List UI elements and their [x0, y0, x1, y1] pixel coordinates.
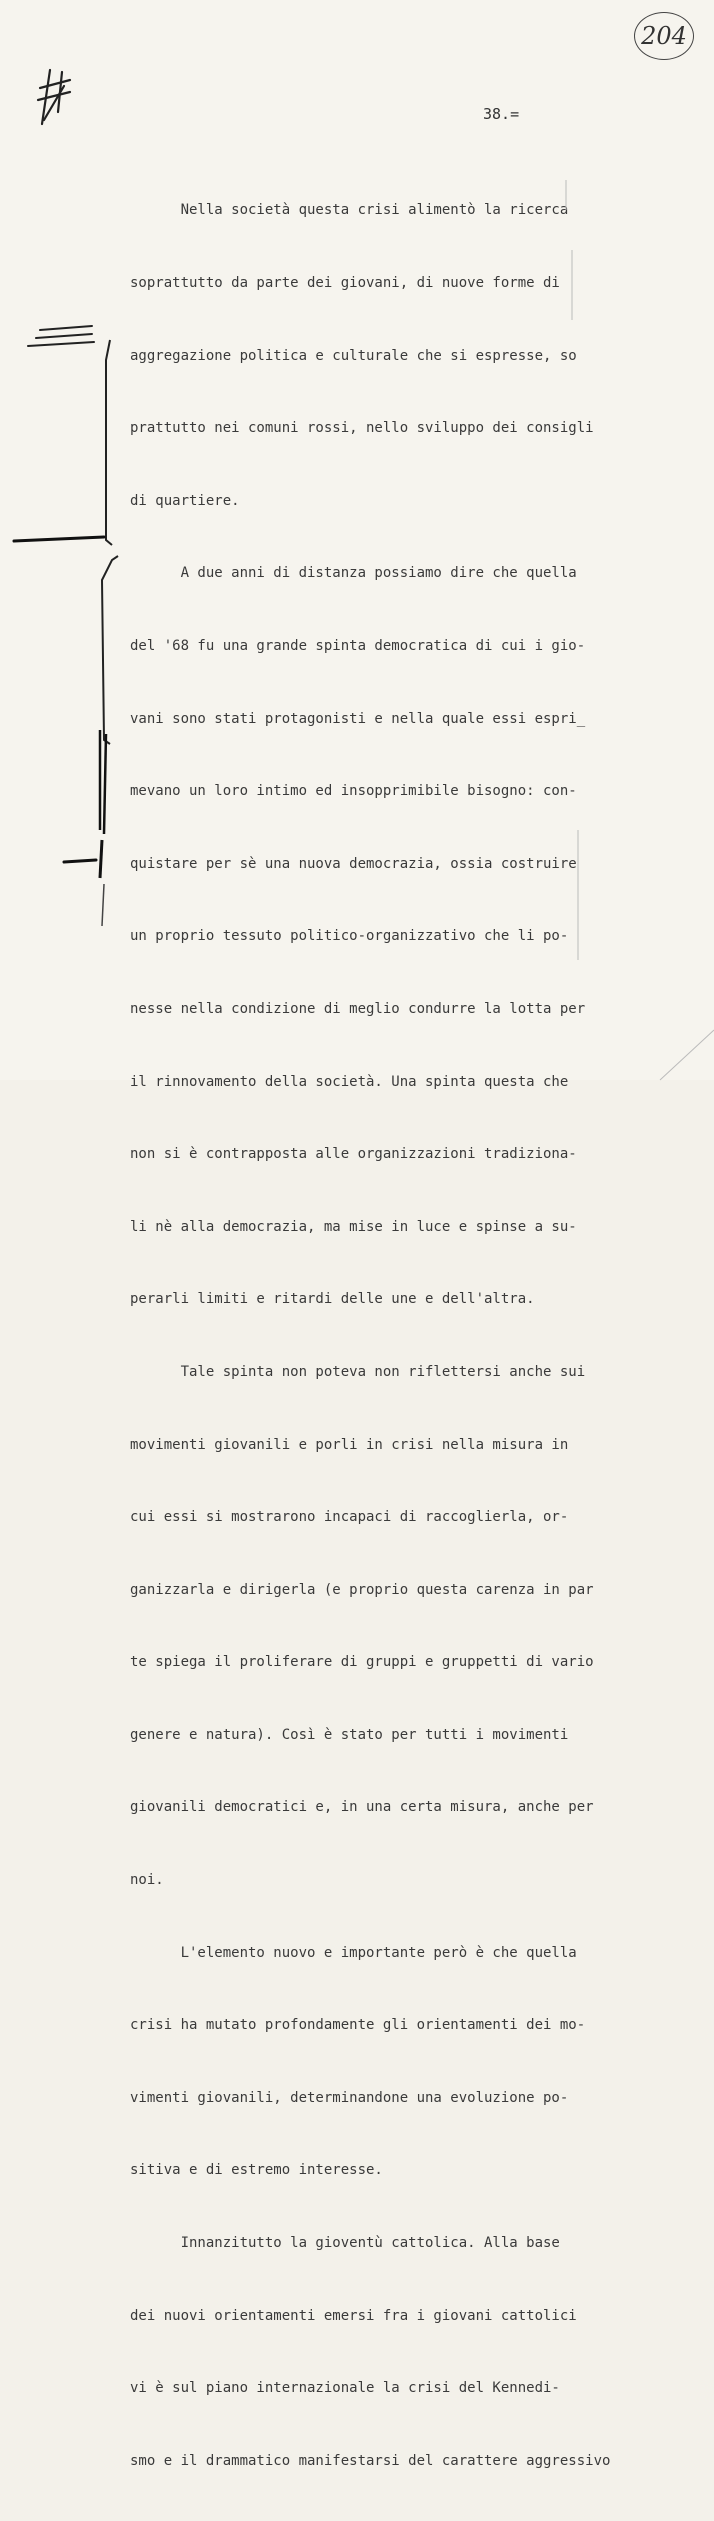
text-line: cui essi si mostrarono incapaci di raccoglierla, or- — [130, 1509, 569, 1526]
text-line: quistare per sè una nuova democrazia, ossia costruire — [130, 855, 577, 872]
text-line: li nè alla democrazia, ma mise in luce e spinse a su- — [130, 1218, 577, 1235]
text-line: crisi ha mutato profondamente gli orientamenti dei mo- — [130, 2017, 586, 2034]
text-line: genere e natura). Così è stato per tutti i movimenti — [130, 1726, 569, 1743]
cross-mark — [38, 70, 70, 124]
margin-tick — [100, 840, 102, 878]
text-line: giovanili democratici e, in una certa misura, anche per — [130, 1799, 594, 1816]
text-line: nesse nella condizione di meglio condurre la lotta per — [130, 1000, 586, 1017]
text-line: non si è contrapposta alle organizzazioni tradiziona- — [130, 1146, 577, 1163]
margin-tick — [102, 884, 104, 926]
text-line: dei nuovi orientamenti emersi fra i giovani cattolici — [130, 2307, 577, 2324]
page-number: 38.= — [483, 105, 520, 123]
triple-bar-mark — [28, 326, 94, 346]
text-line: te spiega il proliferare di gruppi e gruppetti di vario — [130, 1654, 594, 1671]
text-line: Nella società questa crisi alimentò la ricerca — [130, 202, 569, 219]
handwritten-marks — [0, 0, 714, 1080]
text-line: Innanzitutto la gioventù cattolica. Alla base — [130, 2235, 560, 2252]
margin-bracket — [102, 556, 118, 744]
text-line: prattutto nei comuni rossi, nello sviluppo dei consigli — [130, 420, 594, 437]
margin-bracket-heavy — [100, 730, 106, 834]
stamp-number: 204 — [641, 22, 687, 50]
faint-margin-lines — [566, 180, 578, 960]
text-line: ganizzarla e dirigerla (e proprio questa carenza in par — [130, 1581, 594, 1598]
text-line: soprattutto da parte dei giovani, di nuove forme di — [130, 275, 560, 291]
text-line: vani sono stati protagonisti e nella quale essi espri_ — [130, 710, 586, 727]
text-line: aggregazione politica e culturale che si espresse, so — [130, 347, 577, 364]
text-line: noi. — [130, 1872, 164, 1889]
text-line: un proprio tessuto politico-organizzativo che li po- — [130, 928, 569, 945]
text-line: di quartiere. — [130, 492, 240, 509]
text-line: A due anni di distanza possiamo dire che quella — [130, 565, 577, 582]
margin-bracket — [106, 340, 112, 545]
margin-dash — [64, 860, 96, 862]
text-line: vimenti giovanili, determinandone una evoluzione po- — [130, 2089, 569, 2106]
text-line: perarli limiti e ritardi delle une e dell'altra. — [130, 1291, 535, 1308]
page-corner-fold — [660, 1030, 714, 1080]
text-line: del '68 fu una grande spinta democratica di cui i gio- — [130, 637, 586, 654]
margin-dash — [14, 537, 104, 541]
text-line: Tale spinta non poteva non riflettersi anche sui — [130, 1363, 586, 1380]
text-line: L'elemento nuovo e importante però è che quella — [130, 1944, 577, 1961]
text-line: movimenti giovanili e porli in crisi nella misura in — [130, 1436, 569, 1453]
text-line: mevano un loro intimo ed insopprimibile bisogno: con- — [130, 783, 577, 800]
text-line: sitiva e di estremo interesse. — [130, 2162, 383, 2179]
text-line: il rinnovamento della società. Una spinta questa che — [130, 1073, 569, 1090]
text-line: vi è sul piano internazionale la crisi del Kennedi- — [130, 2380, 560, 2397]
text-line: smo e il drammatico manifestarsi del carattere aggressivo — [130, 2452, 611, 2469]
